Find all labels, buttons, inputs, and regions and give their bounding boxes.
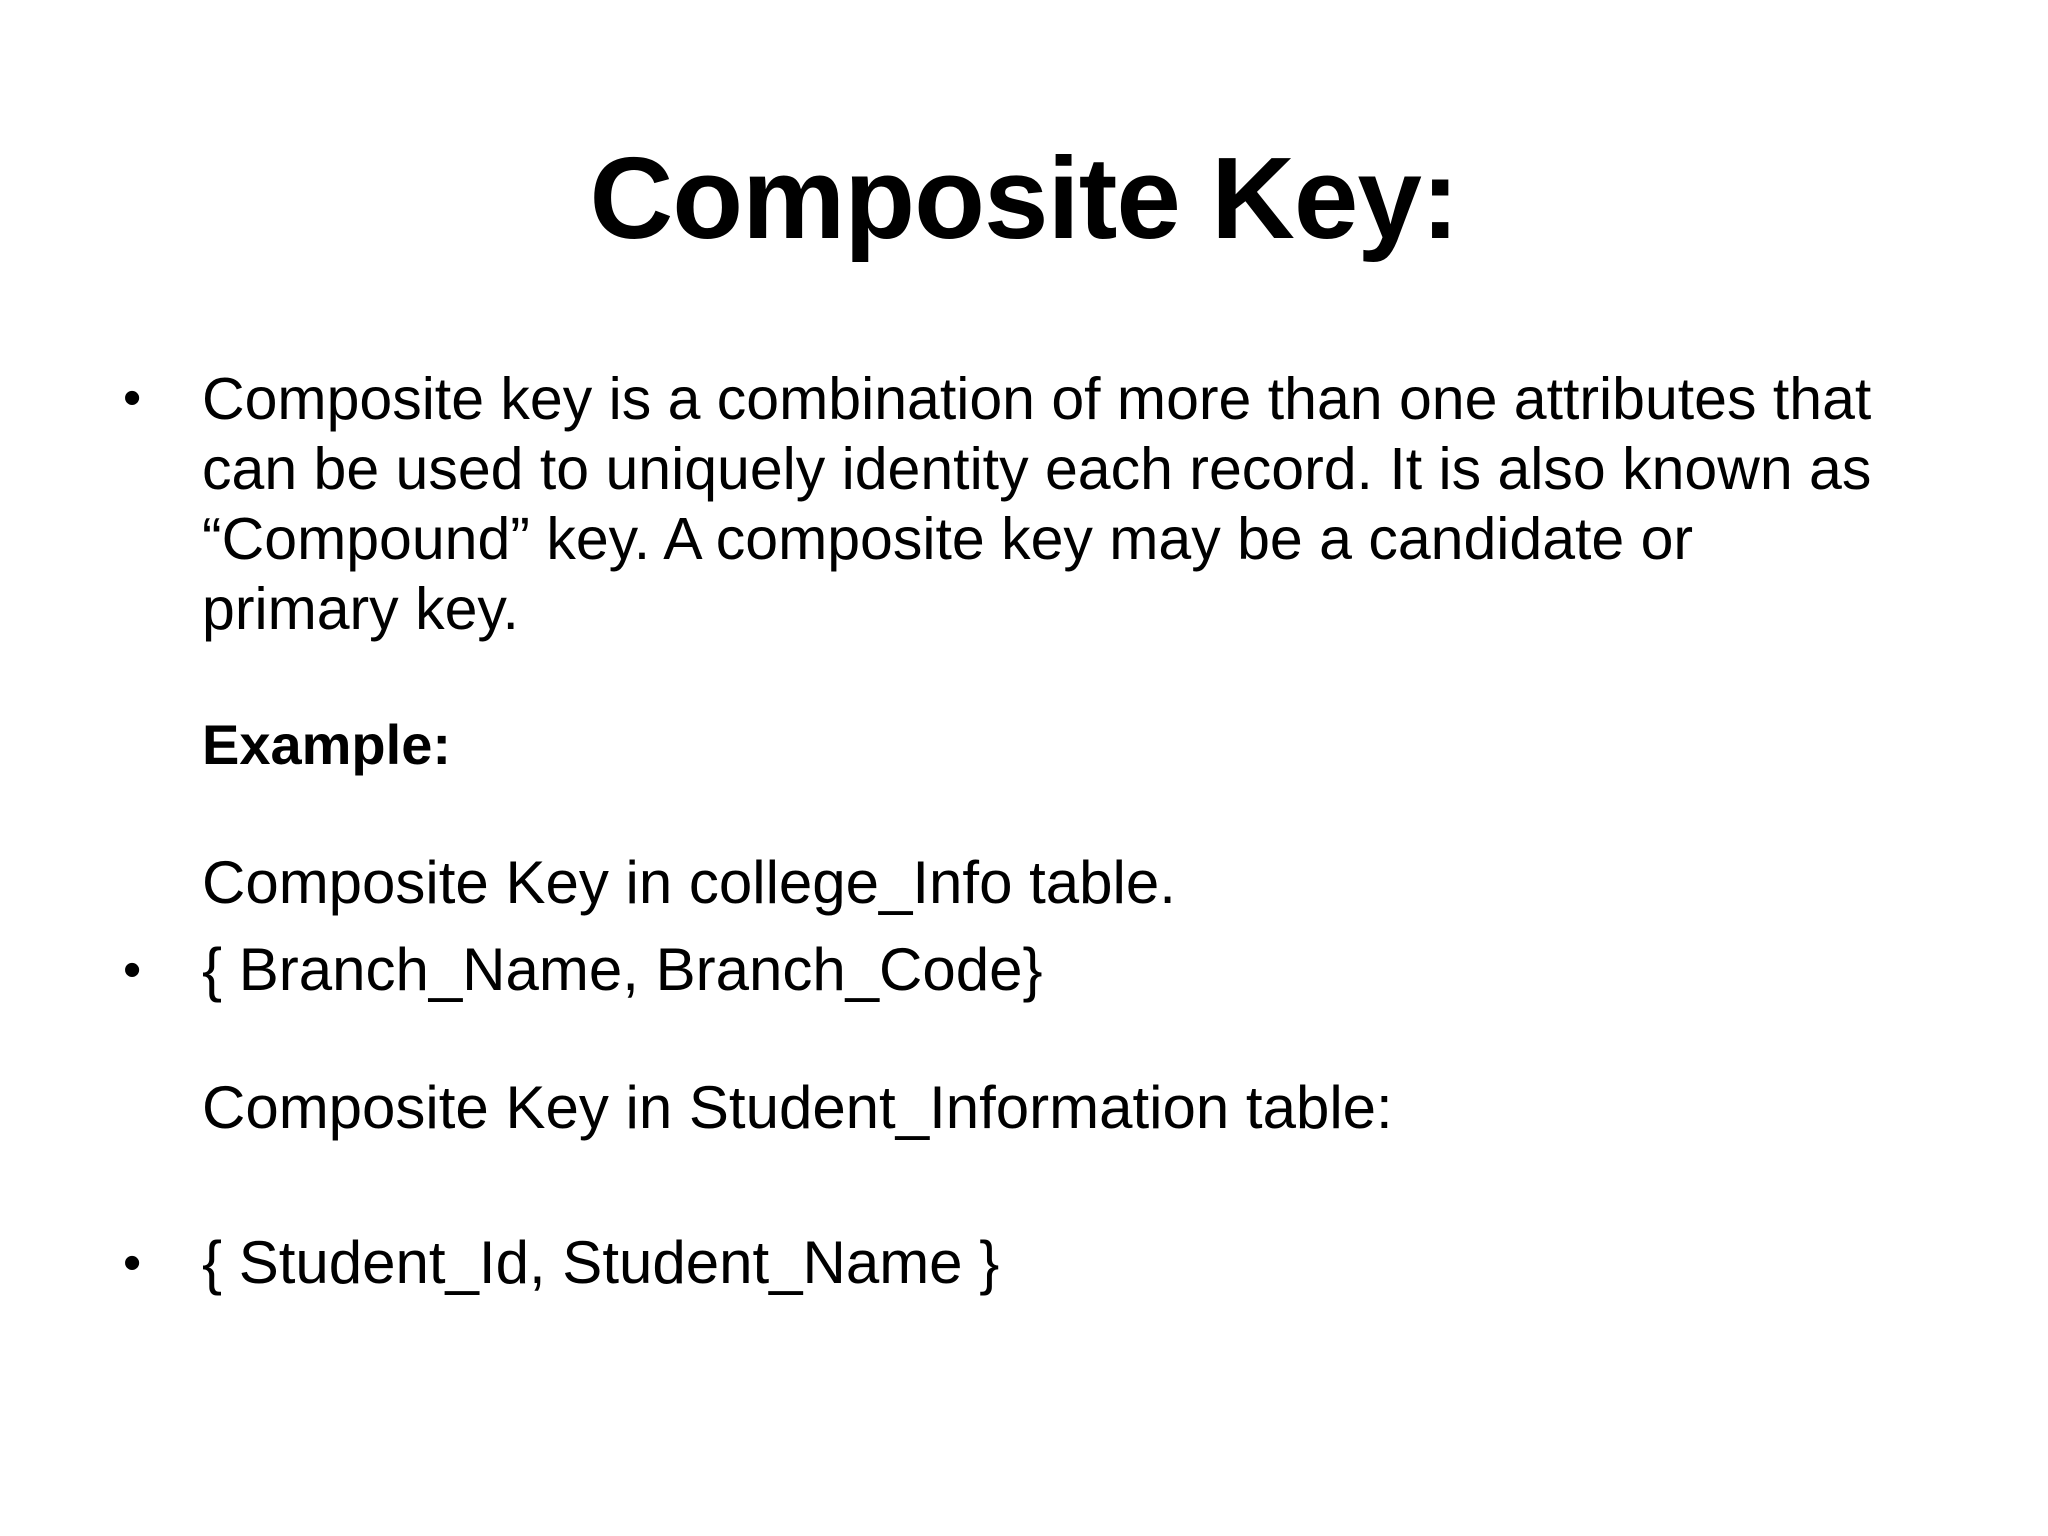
- bullet-icon: •: [123, 369, 142, 427]
- example2-key: { Student_Id, Student_Name }: [202, 1229, 1000, 1296]
- bullet-icon: •: [123, 941, 142, 999]
- example-label: Example:: [202, 713, 451, 776]
- example1-key: { Branch_Name, Branch_Code}: [202, 936, 1043, 1003]
- slide-title: Composite Key:: [589, 133, 1459, 263]
- definition-paragraph: Composite key is a combination of more than one attributes that can be used to uniquely identity each record. It is also known as “Compound” key. A composite key may be a candidate or primary key.: [202, 366, 1872, 642]
- bullet-icon: •: [123, 1234, 142, 1292]
- example1-caption: Composite Key in college_Info table.: [202, 849, 1176, 916]
- example2-caption: Composite Key in Student_Information table:: [202, 1074, 1393, 1141]
